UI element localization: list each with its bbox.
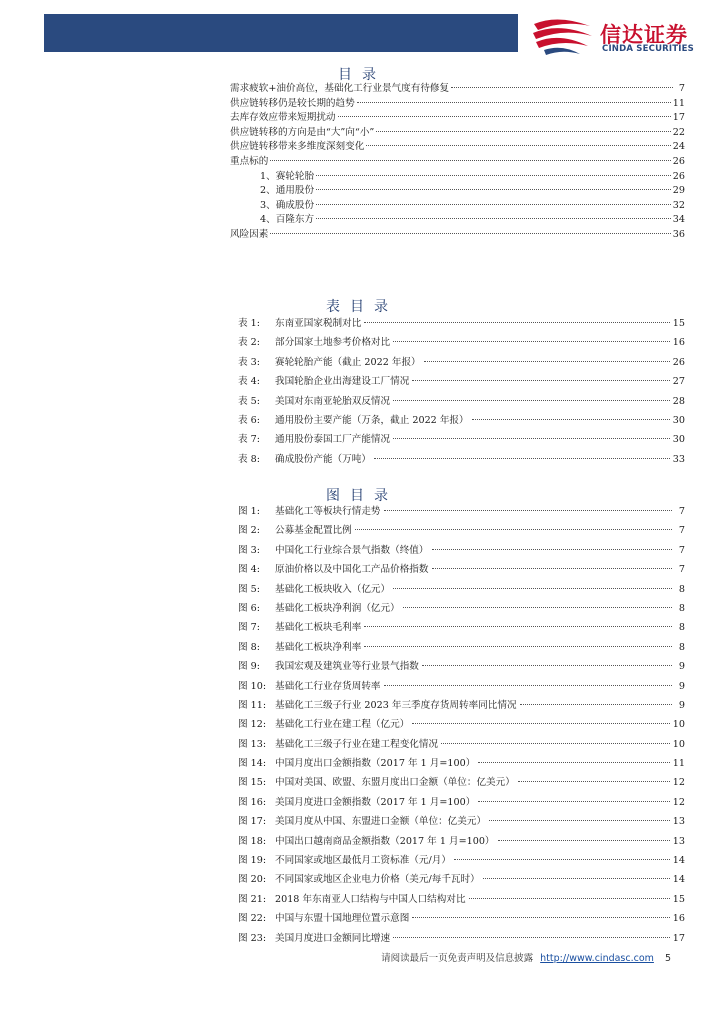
table-entry-page: 15	[672, 318, 685, 329]
figure-entry-label: 图 19:	[238, 855, 267, 867]
dot-leader	[478, 762, 669, 763]
figure-entry[interactable]	[238, 754, 685, 773]
figure-entry-page: 8	[678, 583, 685, 595]
table-entry-page: 28	[672, 395, 685, 407]
figure-entry[interactable]	[238, 870, 685, 889]
toc-entry[interactable]	[230, 228, 685, 243]
toc-entry-title: 1、赛轮轮胎	[260, 170, 315, 182]
figure-entry-page: 10	[672, 719, 685, 731]
dot-leader	[364, 322, 669, 323]
table-entry-label: 表 7:	[238, 434, 260, 446]
dot-leader	[393, 937, 670, 938]
dot-leader	[422, 665, 672, 666]
figure-entry-label: 图 17:	[238, 816, 267, 828]
table-entry-title: 部分国家土地参考价格对比	[275, 337, 391, 349]
table-entry-title: 我国轮胎企业出海建设工厂情况	[275, 376, 410, 388]
figure-entry-label: 图 3:	[238, 544, 260, 556]
figures-list	[238, 502, 685, 948]
toc-entry-page: 17	[672, 112, 685, 124]
figure-entry-page: 7	[678, 544, 685, 556]
table-entry[interactable]	[238, 333, 685, 352]
figure-entry-title: 中国化工行业综合景气指数（终值）	[275, 544, 429, 556]
toc-entry-page: 29	[672, 185, 685, 197]
table-entry[interactable]	[238, 450, 685, 469]
toc-entry-page: 32	[672, 199, 685, 211]
figure-entry-page: 11	[672, 758, 685, 770]
dot-leader	[518, 781, 670, 782]
figure-entry-page: 17	[672, 932, 685, 944]
figure-entry[interactable]	[238, 909, 685, 928]
toc-entry[interactable]	[230, 111, 685, 126]
toc-entry-title: 2、通用股份	[260, 185, 315, 197]
dot-leader	[424, 361, 670, 362]
figure-entry[interactable]	[238, 929, 685, 948]
figure-entry-label: 图 4:	[238, 564, 260, 576]
figure-entry-title: 基础化工板块净利率	[275, 641, 362, 653]
toc-entry-title: 去库存效应带来短期扰动	[230, 112, 336, 124]
figure-entry[interactable]	[238, 696, 685, 715]
footer-disclaimer: 请阅读最后一页免责声明及信息披露	[381, 953, 534, 964]
tables-list	[238, 314, 685, 469]
dot-leader	[432, 568, 673, 569]
figure-entry-title: 基础化工三级子行业 2023 年三季度存货周转率同比情况	[275, 699, 517, 711]
dot-leader	[483, 878, 670, 879]
toc-entry-page: 11	[672, 97, 685, 109]
dot-leader	[412, 917, 669, 918]
figure-entry-label: 图 2:	[238, 525, 260, 537]
figure-entry[interactable]	[238, 715, 685, 734]
tables-title: 表目录	[326, 299, 398, 315]
toc-entry-title: 3、确成股份	[260, 199, 315, 211]
dot-leader	[454, 859, 670, 860]
dot-leader	[393, 588, 672, 589]
contents-list	[230, 82, 685, 243]
figure-entry[interactable]	[238, 677, 685, 696]
figure-entry[interactable]	[238, 890, 685, 909]
cinda-logo-icon	[530, 12, 594, 56]
figure-entry-page: 7	[678, 506, 685, 517]
figures-title: 图目录	[326, 488, 398, 504]
dot-leader	[478, 801, 669, 802]
table-entry-label: 表 5:	[238, 395, 260, 407]
figure-entry-label: 图 14:	[238, 758, 267, 770]
toc-entry-title: 风险因素	[230, 228, 269, 240]
table-entry-label: 表 6:	[238, 414, 260, 426]
dot-leader	[384, 510, 672, 511]
figure-entry-label: 图 1:	[238, 506, 260, 517]
table-entry[interactable]	[238, 353, 685, 372]
dot-leader	[316, 189, 671, 190]
figure-entry[interactable]	[238, 502, 685, 521]
figure-entry-title: 中国对美国、欧盟、东盟月度出口金额（单位：亿美元）	[275, 777, 515, 789]
figure-entry-title: 中国与东盟十国地理位置示意图	[275, 913, 410, 925]
dot-leader	[441, 743, 670, 744]
toc-entry-page: 26	[672, 155, 685, 167]
table-entry[interactable]	[238, 430, 685, 449]
figure-entry-title: 美国月度进口金额指数（2017 年 1 月=100）	[275, 796, 476, 808]
table-entry-page: 33	[672, 453, 685, 465]
toc-entry[interactable]	[230, 184, 685, 199]
figure-entry-page: 10	[672, 738, 685, 750]
dot-leader	[364, 626, 672, 627]
dot-leader	[432, 549, 673, 550]
figure-entry[interactable]	[238, 832, 685, 851]
figure-entry-page: 9	[678, 699, 685, 711]
table-entry-title: 东南亚国家税制对比	[275, 318, 362, 329]
figure-entry-title: 基础化工等板块行情走势	[275, 506, 381, 517]
figure-entry-title: 中国月度出口金额指数（2017 年 1 月=100）	[275, 758, 476, 770]
dot-leader	[316, 175, 671, 176]
dot-leader	[384, 685, 672, 686]
dot-leader	[393, 400, 670, 401]
table-entry-page: 30	[672, 414, 685, 426]
table-entry-page: 27	[672, 376, 685, 388]
figure-entry-label: 图 22:	[238, 913, 267, 925]
header-bar	[44, 14, 518, 52]
logo-chinese-text: 信达证券	[600, 23, 688, 47]
toc-entry-page: 34	[672, 214, 685, 226]
toc-entry[interactable]	[230, 199, 685, 214]
figure-entry[interactable]	[238, 580, 685, 599]
table-entry[interactable]	[238, 411, 685, 430]
table-entry-label: 表 2:	[238, 337, 260, 349]
dot-leader	[374, 458, 670, 459]
figure-entry-page: 13	[672, 816, 685, 828]
toc-entry-title: 供应链转移的方向是由“大”向“小”	[230, 126, 375, 138]
figure-entry-title: 基础化工行业在建工程（亿元）	[275, 719, 410, 731]
figure-entry-label: 图 5:	[238, 583, 260, 595]
figure-entry-title: 原油价格以及中国化工产品价格指数	[275, 564, 429, 576]
dot-leader	[520, 704, 672, 705]
figure-entry-label: 图 12:	[238, 719, 267, 731]
dot-leader	[472, 419, 670, 420]
figure-entry[interactable]	[238, 618, 685, 637]
table-entry-page: 16	[672, 337, 685, 349]
figure-entry-page: 12	[672, 777, 685, 789]
toc-entry[interactable]	[230, 82, 685, 97]
figure-entry-page: 15	[672, 893, 685, 905]
toc-entry-title: 供应链转移带来多维度深刻变化	[230, 141, 365, 153]
figure-entry-title: 2018 年东南亚人口结构与中国人口结构对比	[275, 893, 466, 905]
figure-entry[interactable]	[238, 735, 685, 754]
table-entry[interactable]	[238, 372, 685, 391]
table-entry-page: 30	[672, 434, 685, 446]
figure-entry[interactable]	[238, 812, 685, 831]
figure-entry-title: 不同国家或地区企业电力价格（美元/每千瓦时）	[275, 874, 480, 886]
toc-entry-page: 22	[672, 126, 685, 138]
page-number: 5	[664, 953, 671, 964]
dot-leader	[364, 646, 672, 647]
figure-entry-page: 14	[672, 855, 685, 867]
toc-entry[interactable]	[230, 213, 685, 228]
figure-entry-title: 基础化工板块净利润（亿元）	[275, 602, 400, 614]
figure-entry[interactable]	[238, 638, 685, 657]
table-entry-label: 表 3:	[238, 356, 260, 368]
dot-leader	[393, 438, 670, 439]
table-entry[interactable]	[238, 392, 685, 411]
figure-entry-label: 图 6:	[238, 602, 260, 614]
table-entry-label: 表 4:	[238, 376, 260, 388]
figure-entry-title: 基础化工板块毛利率	[275, 622, 362, 634]
logo-english-text: CINDA SECURITIES	[602, 44, 694, 54]
figure-entry-title: 不同国家或地区最低月工资标准（元/月）	[275, 855, 451, 867]
footer-url-link[interactable]: http://www.cindasc.com	[540, 953, 654, 964]
dot-leader	[355, 529, 672, 530]
figure-entry-label: 图 21:	[238, 893, 267, 905]
figure-entry-title: 美国月度从中国、东盟进口金额（单位：亿美元）	[275, 816, 487, 828]
toc-entry[interactable]	[230, 155, 685, 170]
table-entry-label: 表 8:	[238, 453, 260, 465]
page-footer	[381, 950, 671, 964]
toc-entry-title: 重点标的	[230, 155, 269, 167]
figure-entry-page: 9	[678, 661, 685, 673]
figure-entry[interactable]	[238, 793, 685, 812]
dot-leader	[412, 380, 669, 381]
figure-entry-label: 图 7:	[238, 622, 260, 634]
figure-entry-page: 7	[678, 564, 685, 576]
dot-leader	[489, 820, 670, 821]
toc-entry-title: 需求疲软+油价高位，基础化工行业景气度有待修复	[230, 83, 450, 94]
figure-entry-title: 美国月度进口金额同比增速	[275, 932, 391, 944]
table-entry[interactable]	[238, 314, 685, 333]
dot-leader	[366, 145, 670, 146]
figure-entry[interactable]	[238, 541, 685, 560]
figure-entry-label: 图 8:	[238, 641, 260, 653]
toc-entry[interactable]	[230, 126, 685, 141]
figure-entry-label: 图 9:	[238, 661, 260, 673]
toc-entry-page: 7	[678, 83, 685, 94]
figure-entry-page: 9	[678, 680, 685, 692]
dot-leader	[270, 160, 670, 161]
figure-entry-label: 图 11:	[238, 699, 267, 711]
cinda-logo	[530, 12, 710, 56]
contents-title: 目录	[338, 67, 386, 83]
figure-entry-page: 8	[678, 622, 685, 634]
dot-leader	[376, 131, 670, 132]
dot-leader	[270, 233, 670, 234]
figure-entry-label: 图 13:	[238, 738, 267, 750]
figure-entry-page: 8	[678, 641, 685, 653]
toc-entry-page: 26	[672, 170, 685, 182]
dot-leader	[412, 723, 669, 724]
toc-entry[interactable]	[230, 170, 685, 185]
figure-entry[interactable]	[238, 560, 685, 579]
figure-entry-label: 图 10:	[238, 680, 267, 692]
figure-entry-label: 图 16:	[238, 796, 267, 808]
table-entry-title: 通用股份泰国工厂产能情况	[275, 434, 391, 446]
table-entry-label: 表 1:	[238, 318, 260, 329]
figure-entry-title: 我国宏观及建筑业等行业景气指数	[275, 661, 419, 673]
toc-entry[interactable]	[230, 140, 685, 155]
dot-leader	[357, 102, 671, 103]
dot-leader	[393, 341, 670, 342]
figure-entry[interactable]	[238, 773, 685, 792]
dot-leader	[498, 840, 670, 841]
toc-entry[interactable]	[230, 97, 685, 112]
figure-entry-page: 16	[672, 913, 685, 925]
dot-leader	[316, 218, 671, 219]
figure-entry-title: 基础化工板块收入（亿元）	[275, 583, 391, 595]
figure-entry-title: 基础化工行业存货周转率	[275, 680, 381, 692]
figure-entry-page: 13	[672, 835, 685, 847]
dot-leader	[338, 116, 671, 117]
toc-entry-page: 36	[672, 228, 685, 240]
toc-entry-page: 24	[672, 141, 685, 153]
figure-entry-title: 基础化工三级子行业在建工程变化情况	[275, 738, 439, 750]
figure-entry-title: 中国出口越南商品金额指数（2017 年 1 月=100）	[275, 835, 495, 847]
figure-entry-page: 12	[672, 796, 685, 808]
table-entry-title: 确成股份产能（万吨）	[275, 453, 371, 465]
figure-entry[interactable]	[238, 851, 685, 870]
figure-entry[interactable]	[238, 599, 685, 618]
figure-entry-page: 8	[678, 602, 685, 614]
figure-entry[interactable]	[238, 657, 685, 676]
figure-entry-page: 14	[672, 874, 685, 886]
toc-entry-title: 供应链转移仍是较长期的趋势	[230, 97, 355, 109]
figure-entry-label: 图 15:	[238, 777, 267, 789]
figure-entry-label: 图 20:	[238, 874, 267, 886]
table-entry-title: 赛轮轮胎产能（截止 2022 年报）	[275, 356, 421, 368]
dot-leader	[403, 607, 672, 608]
toc-entry-title: 4、百隆东方	[260, 214, 315, 226]
table-entry-title: 通用股份主要产能（万条，截止 2022 年报）	[275, 414, 469, 426]
figure-entry[interactable]	[238, 521, 685, 540]
figure-entry-label: 图 18:	[238, 835, 267, 847]
figure-entry-title: 公募基金配置比例	[275, 525, 352, 537]
dot-leader	[316, 204, 671, 205]
dot-leader	[451, 87, 673, 88]
figure-entry-label: 图 23:	[238, 932, 267, 944]
figure-entry-page: 7	[678, 525, 685, 537]
dot-leader	[469, 898, 670, 899]
table-entry-page: 26	[672, 356, 685, 368]
table-entry-title: 美国对东南亚轮胎双反情况	[275, 395, 391, 407]
